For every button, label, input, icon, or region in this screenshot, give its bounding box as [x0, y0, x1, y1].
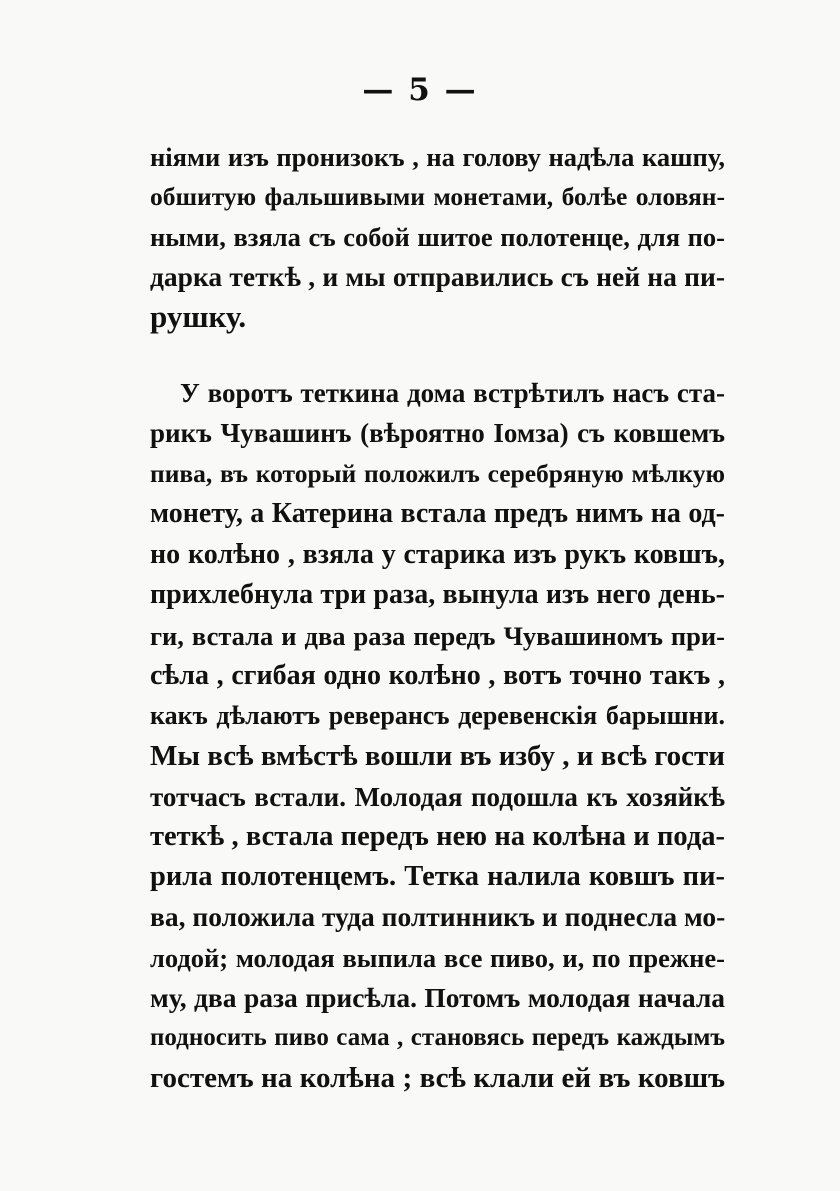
text-line: обшитую фальшивыми монетами, болѣе оловян- — [150, 182, 725, 211]
text-line: му, два раза присѣла. Потомъ молодая начала — [150, 982, 725, 1013]
text-line: ными, взяла съ собой шитое полотенце, для по- — [150, 222, 725, 252]
text-line: рушку. — [150, 299, 247, 334]
text-line: сѣла , сгибая одно колѣно , вотъ точно такъ , — [150, 660, 725, 691]
text-line: рила полотенцемъ. Тетка налила ковшъ пи- — [150, 861, 725, 892]
text-line: У воротъ теткина дома встрѣтилъ насъ ста- — [180, 378, 725, 408]
text-line: прихлебнула три раза, вынула изъ него день- — [150, 579, 725, 610]
text-line: теткѣ , встала передъ нею на колѣна и пода- — [150, 821, 725, 852]
text-line: подносить пиво сама , становясь передъ каждымъ — [150, 1024, 725, 1051]
text-line: ва, положила туда полтинникъ и поднесла мо- — [150, 901, 725, 932]
text-line: рикъ Чувашинъ (вѣроятно Iомза) съ ковшемъ — [150, 418, 725, 448]
text-line: дарка теткѣ , и мы отправились съ ней на пи- — [150, 261, 725, 292]
text-line: лодой; молодая выпила все пиво, и, по прежне- — [150, 943, 725, 973]
page-number: — 5 — — [362, 72, 478, 108]
text-line: пива, въ который положилъ серебряную мѣлкую — [150, 459, 725, 488]
text-line: Мы всѣ вмѣстѣ вошли въ избу , и всѣ гости — [150, 740, 725, 772]
text-line: нiями изъ пронизокъ , на голову надѣла кашпу, — [150, 142, 725, 172]
text-line: гостемъ на колѣна ; всѣ клали ей въ ковшъ — [150, 1062, 725, 1094]
text-line: но колѣно , взяла у старика изъ рукъ ковшъ, — [150, 539, 725, 570]
text-line: монету, а Катерина встала предъ нимъ на од- — [150, 498, 725, 529]
text-line: ги, встала и два раза передъ Чувашиномъ при- — [150, 621, 725, 651]
text-line: тотчасъ встали. Молодая подошла къ хозяйкѣ — [150, 782, 725, 812]
text-line: какъ дѣлаютъ реверансъ деревенскiя барышни. — [150, 701, 725, 730]
